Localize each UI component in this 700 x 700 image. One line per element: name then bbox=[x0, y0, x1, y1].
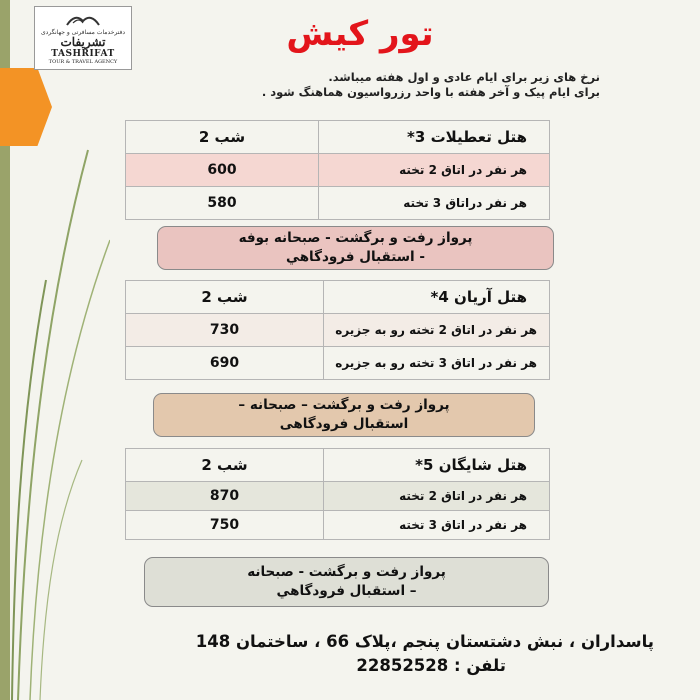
table-row bbox=[126, 314, 550, 347]
logo-persian-name: تشریفات bbox=[60, 35, 106, 49]
price-cell: 690 bbox=[126, 347, 324, 380]
services-text: پرواز رفت و برگشت - صبحانه بوفه - استقبال فرودگاهي bbox=[238, 230, 473, 265]
contact-footer bbox=[34, 630, 654, 678]
agency-logo bbox=[34, 6, 132, 70]
hotel-table-1 bbox=[125, 120, 550, 220]
hotel-name-cell: هتل آریان 4* bbox=[324, 281, 550, 314]
hotel-name-cell: هتل تعطیلات 3* bbox=[319, 121, 550, 154]
hotel-name-cell: هتل شایگان 5* bbox=[324, 449, 550, 482]
phone-text: تلفن : 22852528 bbox=[356, 656, 506, 675]
intro-line-1: نرخ های زیر برای ایام عادی و اول هفته میباشد. bbox=[328, 70, 600, 84]
grass-decoration bbox=[0, 0, 110, 700]
bird-logo-icon bbox=[65, 11, 101, 29]
table-row bbox=[126, 347, 550, 380]
services-text: پرواز رفت و برگشت - صبحانه – استقبال فرودگاهي bbox=[247, 564, 446, 599]
logo-english-name: TASHRIFAT bbox=[51, 49, 115, 59]
hotel-1-services-note bbox=[157, 226, 554, 270]
table-header-row bbox=[126, 281, 550, 314]
logo-tagline: دفترخدمات مسافرتی و جهانگردی bbox=[40, 29, 126, 36]
room-type-cell: هر نفر در اتاق 3 تخته رو به جزیره bbox=[324, 347, 550, 380]
room-type-cell: هر نفر در اتاق 2 تخته bbox=[324, 482, 550, 511]
nights-cell: 2 شب bbox=[126, 449, 324, 482]
room-type-cell: هر نفر در اتاق 2 تخته رو به جزیره bbox=[324, 314, 550, 347]
intro-line-2: برای ایام پیک و آخر هفته با واحد رزرواسیون هماهنگ شود . bbox=[261, 85, 600, 99]
intro-text bbox=[130, 70, 600, 100]
hotel-table-3 bbox=[125, 448, 550, 540]
table-header-row bbox=[126, 121, 550, 154]
hotel-2-services-note bbox=[153, 393, 535, 437]
logo-english-sub: TOUR & TRAVEL AGENCY bbox=[48, 59, 118, 65]
price-cell: 750 bbox=[126, 511, 324, 540]
services-text: پرواز رفت و برگشت – صبحانه – استقبال فرودگاهی bbox=[238, 397, 450, 432]
nights-cell: 2 شب bbox=[126, 121, 319, 154]
table-row bbox=[126, 482, 550, 511]
price-cell: 870 bbox=[126, 482, 324, 511]
table-row bbox=[126, 511, 550, 540]
price-cell: 600 bbox=[126, 154, 319, 187]
room-type-cell: هر نفر دراتاق 3 تخته bbox=[319, 187, 550, 220]
price-cell: 580 bbox=[126, 187, 319, 220]
address-text: پاسداران ، نبش دشتستان پنجم ،پلاک 66 ، ساختمان 148 bbox=[195, 632, 654, 651]
nights-cell: 2 شب bbox=[126, 281, 324, 314]
room-type-cell: هر نفر در اتاق 2 تخته bbox=[319, 154, 550, 187]
table-row bbox=[126, 187, 550, 220]
hotel-table-2 bbox=[125, 280, 550, 380]
room-type-cell: هر نفر در اتاق 3 تخته bbox=[324, 511, 550, 540]
price-cell: 730 bbox=[126, 314, 324, 347]
table-header-row bbox=[126, 449, 550, 482]
hotel-3-services-note bbox=[144, 557, 549, 607]
page-title: تور کیش bbox=[286, 14, 434, 54]
table-row bbox=[126, 154, 550, 187]
